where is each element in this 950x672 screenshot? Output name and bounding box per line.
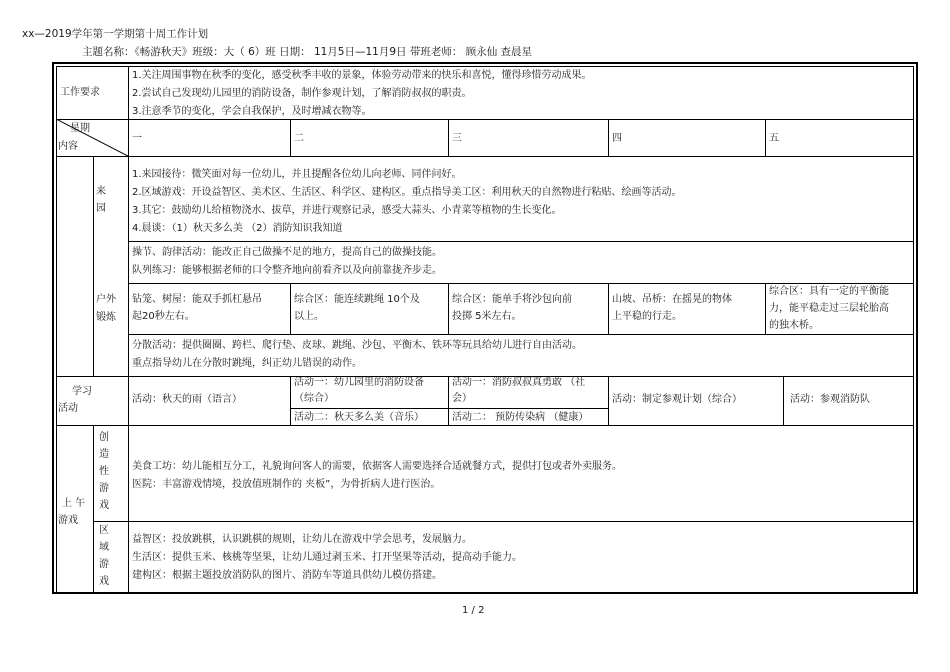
outdoor-thu-1: 山坡、吊桥：在摇晃的物体: [612, 294, 732, 305]
requirement-3: 3.注意季节的变化，学会自我保护，及时增减衣物等。: [132, 106, 372, 117]
outdoor-tue-1: 综合区：能连续跳绳 10个及: [294, 294, 420, 305]
arrival-item-1: 1.来园接待：微笑面对每一位幼儿，并且提醒各位幼儿向老师、同伴问好。: [132, 169, 462, 180]
outdoor-bottom-1: 分散活动：提供圈圈、跨栏、爬行垫、皮球、跳绳、沙包、平衡木、铁环等玩具给幼儿进行自由活动。: [132, 340, 582, 351]
day-wed: 三: [452, 133, 462, 144]
learning-wed-1b: 会）: [452, 393, 472, 404]
creative-line-2: 医院：丰富游戏情境，投放值班制作的 夹板”，为骨折病人进行医治。: [132, 479, 441, 490]
outdoor-fri-3: 的独木桥。: [769, 320, 819, 331]
area-line-2: 生活区：提供玉米、核桃等坚果，让幼儿通过剥玉米、打开坚果等活动，提高动手能力。: [132, 552, 522, 563]
morning-games-label-1: 上 午: [62, 498, 86, 509]
outdoor-tue-2: 以上。: [294, 311, 324, 322]
learning-tue-2: 活动二：秋天多么美（音乐）: [294, 412, 424, 423]
outdoor-label-2: 锻炼: [96, 312, 116, 323]
arrival-label-1: 来: [96, 186, 106, 197]
arrival-item-3: 3.其它：鼓励幼儿给植物浇水、拔草，并进行观察记录，感受大蒜头、小青菜等植物的生长变化。: [132, 205, 562, 216]
outdoor-mon-1: 钻笼、树屋：能双手抓杠悬吊: [132, 294, 262, 305]
learning-tue-1b: （综合）: [294, 393, 334, 404]
outdoor-bottom-2: 重点指导幼儿在分散时跳绳，纠正幼儿错误的动作。: [132, 358, 362, 369]
requirement-1: 1.关注周围事物在秋季的变化，感受秋季丰收的景象，体验劳动带来的快乐和喜悦，懂得珍惜劳动成果。: [132, 70, 592, 81]
learning-fri: 活动：参观消防队: [790, 394, 870, 405]
day-fri: 五: [769, 133, 779, 144]
outdoor-mon-2: 起20秒左右。: [132, 311, 195, 322]
document-subtitle: 主题名称：《畅游秋天》班级：大（ 6）班 日期： 11月5日—11月9日 带班老师： 顾永仙 查晨星: [82, 46, 533, 58]
creative-games-label: 创造性游戏: [99, 432, 109, 511]
outdoor-top-2: 队列练习：能够根据老师的口令整齐地向前看齐以及向前靠拢齐步走。: [132, 265, 442, 276]
weekday-header-bottom: 内容: [58, 141, 78, 152]
outdoor-fri-2: 力，能平稳走过三层轮胎高: [769, 303, 889, 314]
arrival-item-2: 2.区域游戏：开设益智区、美术区、生活区、科学区、建构区。重点指导美工区：利用秋天的自然物进行粘贴、绘画等活动。: [132, 187, 682, 198]
learning-label-2: 活动: [58, 403, 78, 414]
learning-thu: 活动：制定参观计划（综合）: [612, 394, 742, 405]
learning-tue-1a: 活动一：幼儿园里的消防设备: [294, 377, 424, 388]
learning-mon: 活动：秋天的雨（语言）: [132, 394, 242, 405]
outdoor-thu-2: 上平稳的行走。: [612, 311, 682, 322]
arrival-label-2: 园: [96, 203, 106, 214]
day-tue: 二: [294, 133, 304, 144]
learning-wed-2: 活动二： 预防传染病 （健康）: [452, 412, 589, 423]
outdoor-top-1: 操节、韵律活动：能改正自己做操不足的地方，提高自己的做操技能。: [132, 247, 442, 258]
requirements-label: 工作要求: [60, 87, 100, 98]
outdoor-wed-2: 投掷 5米左右。: [452, 311, 522, 322]
weekday-header-top: 星期: [70, 123, 90, 134]
creative-line-1: 美食工坊：幼儿能相互分工，礼貌询问客人的需要，依据客人需要选择合适就餐方式，提供打包或者外卖服务。: [132, 461, 622, 472]
outdoor-fri-1: 综合区：具有一定的平衡能: [769, 286, 889, 297]
document-title: xx—2019学年第一学期第十周工作计划: [22, 28, 209, 40]
learning-label-1: 学习: [72, 386, 92, 397]
day-mon: 一: [132, 133, 142, 144]
learning-wed-1a: 活动一：消防叔叔真勇敢 （社: [452, 377, 586, 388]
day-thu: 四: [612, 133, 622, 144]
page-number: 1 / 2: [462, 605, 485, 616]
requirement-2: 2.尝试自己发现幼儿园里的消防设备，制作参观计划，了解消防叔叔的职责。: [132, 88, 472, 99]
area-line-3: 建构区：根据主题投放消防队的图片、消防车等道具供幼儿模仿搭建。: [132, 570, 442, 581]
area-games-label: 区域游戏: [99, 525, 109, 587]
area-line-1: 益智区：投放跳棋，认识跳棋的规则，让幼儿在游戏中学会思考，发展脑力。: [132, 534, 472, 545]
morning-games-label-2: 游戏: [58, 515, 78, 526]
arrival-item-4: 4.晨谈：（1）秋天多么美 （2）消防知识我知道: [132, 223, 343, 234]
outdoor-wed-1: 综合区：能单手将沙包向前: [452, 294, 572, 305]
outdoor-label-1: 户外: [96, 294, 116, 305]
